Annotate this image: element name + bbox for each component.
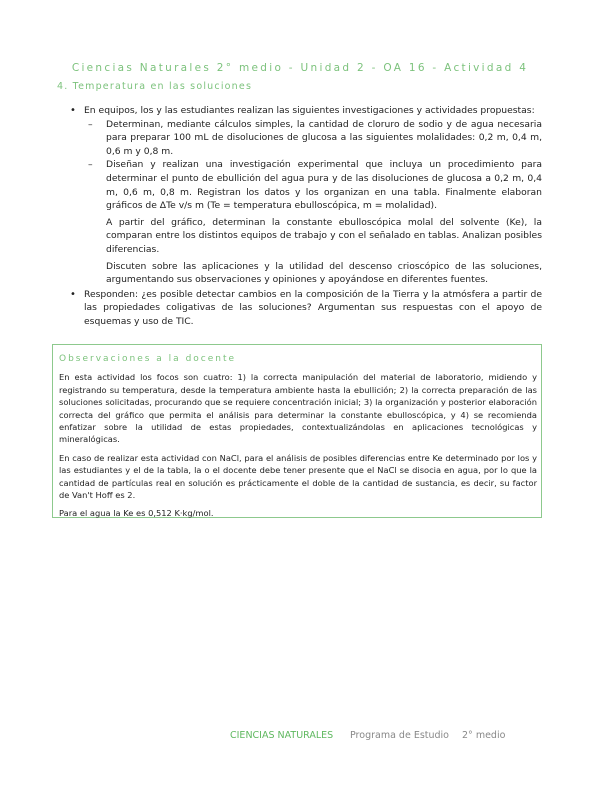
activity-content <box>70 104 542 330</box>
footer-subject: CIENCIAS NATURALES <box>230 730 334 741</box>
dash-item-calculations-text: Determinan, mediante cálculos simples, la cantidad de cloruro de sodio y de agua necesaria para preparar 100 mL de disoluciones de glucosa a las siguientes molalidades: 0,2 m, 0,4 m, 0,6 m y 0,8 m. <box>106 118 542 157</box>
experiment-graph-paragraph: A partir del gráfico, determinan la constante ebulloscópica molal del solvente (Ke), la comparan entre los distintos equipos de trabajo y con el señalado en tablas. Analizan posibles diferencias. <box>106 216 542 255</box>
teacher-observations-box <box>52 344 542 518</box>
question-text: Responden: ¿es posible detectar cambios en la composición de la Tierra y la atmósfera a partir de las propiedades coligativas de las soluciones? Argumentan sus respuestas con el apoyo de esquemas y uso de TIC. <box>84 288 542 327</box>
intro-text: En equipos, los y las estudiantes realizan las siguientes investigaciones y actividades propuestas: <box>84 105 535 116</box>
footer-level: 2° medio <box>462 730 506 741</box>
experiment-discussion-paragraph: Discuten sobre las aplicaciones y la utilidad del descenso crioscópico de las soluciones, argumentando sus observaciones y opiniones y apoyándose en diferentes fuentes. <box>106 260 542 286</box>
dash-item-experiment-text: Diseñan y realizan una investigación experimental que incluya un procedimiento para determinar el punto de ebullición del agua pura y de las disoluciones de glucosa a 0,2 m, 0,4 m, 0,6 m, 0,8 m. Registran los datos y los organizan en una tabla. Finalmente elaboran gráficos de ΔTe v/s m (Te = temperatura ebulloscópica, m = molalidad). <box>106 159 542 212</box>
observations-paragraph-1: En esta actividad los focos son cuatro: 1) la correcta manipulación del material de laboratorio, midiendo y registrando su temperatura, desde la temperatura ambiente hasta la ebullición; 2) la correcta preparación de las soluciones solicitadas, procurando que se requiere concentración inicial; 3) la organización y posterior elaboración correcta del gráfico que permita el análisis para determinar la constante ebulloscópica, y 4) se recomienda enfatizar sobre la utilidad de estas propiedades, contextualizándolas en aplicaciones tecnológicas y mineralógicas. <box>59 372 537 445</box>
dash-item-calculations <box>84 118 542 159</box>
dash-item-experiment <box>84 158 542 286</box>
bullet-item-question <box>70 288 542 329</box>
observations-title: Observaciones a la docente <box>59 354 237 364</box>
observations-paragraph-2: En caso de realizar esta actividad con NaCl, para el análisis de posibles diferencias entre Ke determinado por los y las estudiantes y el de la tabla, la o el docente debe tener presente que el NaCl se disocia en agua, por lo que la cantidad de partículas real en solución es prácticamente el doble de la cantidad de sustancia, es decir, su factor de Van't Hoff es 2. <box>59 452 537 501</box>
section-heading: 4. Temperatura en las soluciones <box>57 81 253 92</box>
bullet-item-investigations <box>70 104 542 287</box>
document-header-title: Ciencias Naturales 2° medio - Unidad 2 - OA 16 - Actividad 4 <box>71 62 529 74</box>
activity-bullet-list <box>70 104 542 329</box>
observations-paragraph-3: Para el agua la Ke es 0,512 K·kg/mol. <box>59 508 214 519</box>
dash-list <box>84 118 542 287</box>
footer-program: Programa de Estudio <box>350 730 449 741</box>
